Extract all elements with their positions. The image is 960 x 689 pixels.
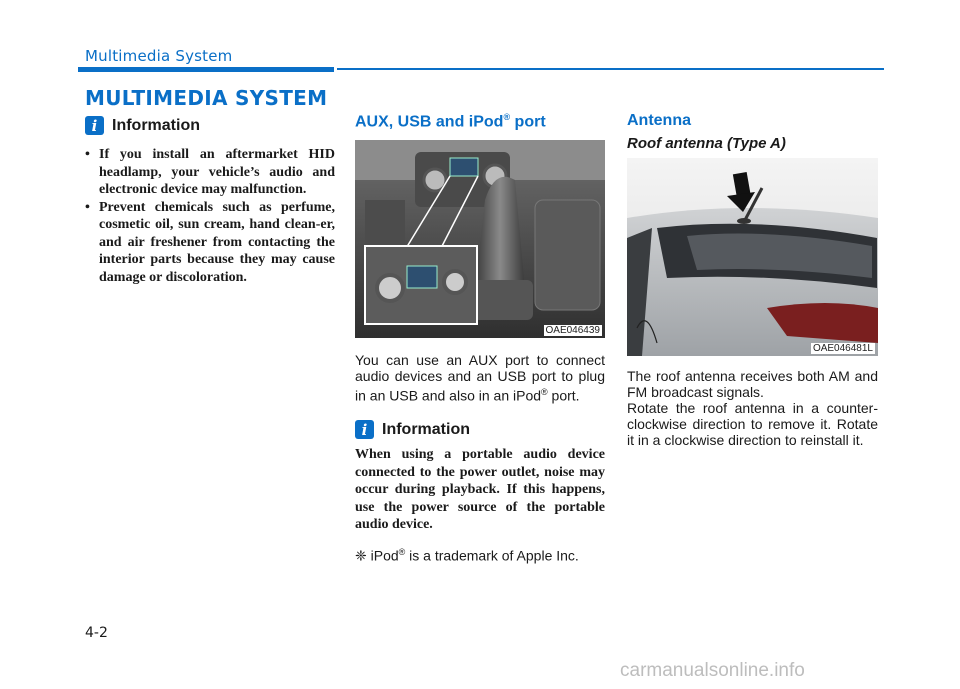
page-number: 4-2 xyxy=(85,625,108,641)
list-item: • Prevent chemicals such as perfume, cosmetic oil, sun cream, hand clean-er, and air freshener from contacting the interior parts because they may cause damage or discoloration. xyxy=(85,199,335,287)
section-title: MULTIMEDIA SYSTEM xyxy=(85,86,328,110)
body-text-a: You can use an AUX port to connect audio devices and an USB port to plug in an USB and also in an iPod xyxy=(355,352,605,404)
trademark-footnote xyxy=(355,544,615,564)
header-rule-thin xyxy=(337,68,884,70)
info-heading-left xyxy=(85,116,200,135)
info-i-icon: i xyxy=(355,420,374,439)
info-bullet-list xyxy=(85,146,335,286)
info-label: Information xyxy=(382,420,470,438)
header-rule-thick xyxy=(78,67,334,72)
footnote-text-a: ❈ iPod xyxy=(355,547,399,564)
image-code: OAE046439 xyxy=(545,325,600,336)
registered-mark: ® xyxy=(541,387,548,397)
header-title: Multimedia System xyxy=(85,47,233,65)
antenna-title: Antenna xyxy=(627,112,691,129)
info-heading-middle xyxy=(355,420,470,439)
console-photo xyxy=(355,140,605,338)
image-code: OAE046481L xyxy=(812,343,873,354)
info-text-middle: When using a portable audio device connected to the power outlet, noise may occur during playback. If this happens, use the power source of the portable audio device. xyxy=(355,447,605,532)
car-illustration xyxy=(627,158,878,356)
registered-mark: ® xyxy=(503,112,511,122)
info-i-icon: i xyxy=(85,116,104,135)
watermark: carmanualsonline.info xyxy=(620,660,805,681)
list-item: • If you install an aftermarket HID headlamp, your vehicle’s audio and electronic device may malfunction. xyxy=(85,146,335,199)
registered-mark: ® xyxy=(398,547,406,557)
title-text: AUX, USB and iPod xyxy=(355,113,504,131)
console-illustration xyxy=(355,140,605,338)
footnote-text-b: is a trademark of Apple Inc. xyxy=(405,547,579,564)
aux-usb-body xyxy=(355,352,605,404)
antenna-body: The roof antenna receives both AM and FM broadcast signals. Rotate the roof antenna in a counter-clockwise direction to remove it. Rotate it in a clockwise direction to reinstall it. xyxy=(627,368,878,448)
car-roof-photo xyxy=(627,158,878,356)
info-label: Information xyxy=(112,116,200,134)
body-text-b: port. xyxy=(547,387,580,404)
aux-usb-ipod-title xyxy=(355,112,546,131)
antenna-subtitle: Roof antenna (Type A) xyxy=(627,135,786,152)
title-suffix: port xyxy=(510,113,546,131)
